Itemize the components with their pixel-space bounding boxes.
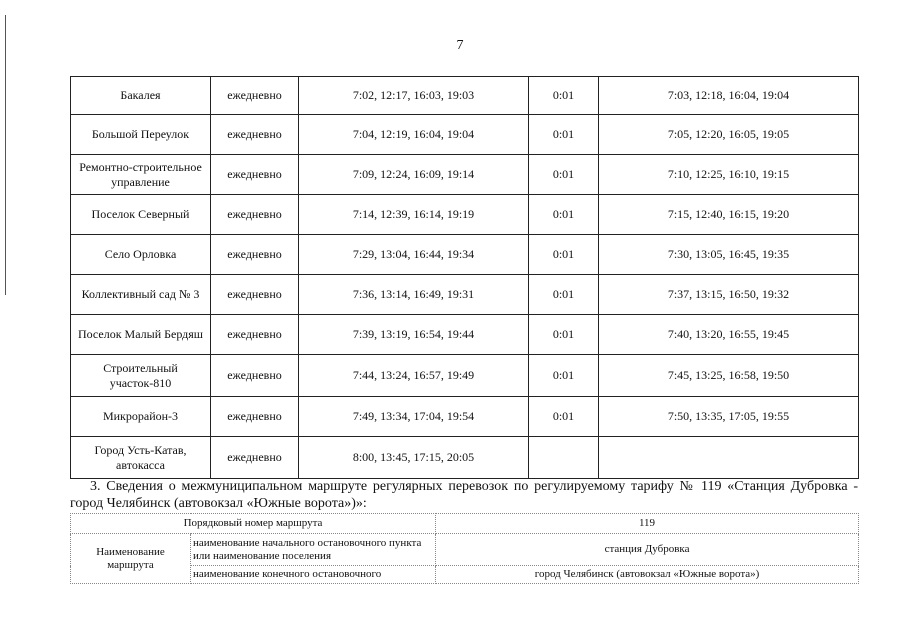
route-start-row xyxy=(71,534,859,566)
departure-times-cell: 7:15, 12:40, 16:15, 19:20 xyxy=(599,195,859,235)
arrival-times-cell: 7:14, 12:39, 16:14, 19:19 xyxy=(299,195,529,235)
departure-times-cell: 7:50, 13:35, 17:05, 19:55 xyxy=(599,397,859,437)
table-row xyxy=(71,115,859,155)
stop-name-cell: Город Усть-Катав, автокасса xyxy=(71,437,211,479)
stop-name-cell: Ремонтно-строительное управление xyxy=(71,155,211,195)
days-cell: ежедневно xyxy=(211,315,299,355)
arrival-times-cell: 7:49, 13:34, 17:04, 19:54 xyxy=(299,397,529,437)
days-cell: ежедневно xyxy=(211,77,299,115)
days-cell: ежедневно xyxy=(211,437,299,479)
departure-times-cell: 7:03, 12:18, 16:04, 19:04 xyxy=(599,77,859,115)
table-row xyxy=(71,155,859,195)
stop-name-cell: Строительный участок-810 xyxy=(71,355,211,397)
dwell-time-cell: 0:01 xyxy=(529,355,599,397)
dwell-time-cell: 0:01 xyxy=(529,115,599,155)
departure-times-cell: 7:10, 12:25, 16:10, 19:15 xyxy=(599,155,859,195)
page-number: 7 xyxy=(456,38,464,53)
dwell-time-cell: 0:01 xyxy=(529,77,599,115)
departure-times-cell: 7:45, 13:25, 16:58, 19:50 xyxy=(599,355,859,397)
stop-name-cell: Микрорайон-3 xyxy=(71,397,211,437)
route-number-label: Порядковый номер маршрута xyxy=(71,514,436,534)
route-start-value: станция Дубровка xyxy=(436,534,859,566)
days-cell: ежедневно xyxy=(211,275,299,315)
route-info-table xyxy=(70,513,859,584)
days-cell: ежедневно xyxy=(211,155,299,195)
departure-times-cell: 7:40, 13:20, 16:55, 19:45 xyxy=(599,315,859,355)
table-row xyxy=(71,275,859,315)
dwell-time-cell xyxy=(529,437,599,479)
stop-name-cell: Поселок Малый Бердяш xyxy=(71,315,211,355)
days-cell: ежедневно xyxy=(211,397,299,437)
table-row xyxy=(71,437,859,479)
dwell-time-cell: 0:01 xyxy=(529,235,599,275)
route-end-label: наименование конечного остановочного xyxy=(191,566,436,584)
departure-times-cell xyxy=(599,437,859,479)
arrival-times-cell: 7:02, 12:17, 16:03, 19:03 xyxy=(299,77,529,115)
arrival-times-cell: 7:04, 12:19, 16:04, 19:04 xyxy=(299,115,529,155)
arrival-times-cell: 7:44, 13:24, 16:57, 19:49 xyxy=(299,355,529,397)
departure-times-cell: 7:37, 13:15, 16:50, 19:32 xyxy=(599,275,859,315)
table-row xyxy=(71,315,859,355)
days-cell: ежедневно xyxy=(211,115,299,155)
dwell-time-cell: 0:01 xyxy=(529,315,599,355)
dwell-time-cell: 0:01 xyxy=(529,155,599,195)
dwell-time-cell: 0:01 xyxy=(529,275,599,315)
arrival-times-cell: 8:00, 13:45, 17:15, 20:05 xyxy=(299,437,529,479)
stop-name-cell: Бакалея xyxy=(71,77,211,115)
stop-name-cell: Село Орловка xyxy=(71,235,211,275)
arrival-times-cell: 7:29, 13:04, 16:44, 19:34 xyxy=(299,235,529,275)
dwell-time-cell: 0:01 xyxy=(529,195,599,235)
table-row xyxy=(71,397,859,437)
arrival-times-cell: 7:36, 13:14, 16:49, 19:31 xyxy=(299,275,529,315)
days-cell: ежедневно xyxy=(211,235,299,275)
margin-rule xyxy=(5,15,6,295)
dwell-time-cell: 0:01 xyxy=(529,397,599,437)
route-number-value: 119 xyxy=(436,514,859,534)
arrival-times-cell: 7:09, 12:24, 16:09, 19:14 xyxy=(299,155,529,195)
departure-times-cell: 7:30, 13:05, 16:45, 19:35 xyxy=(599,235,859,275)
route-number-row xyxy=(71,514,859,534)
departure-times-cell: 7:05, 12:20, 16:05, 19:05 xyxy=(599,115,859,155)
table-row xyxy=(71,195,859,235)
table-row xyxy=(71,77,859,115)
arrival-times-cell: 7:39, 13:19, 16:54, 19:44 xyxy=(299,315,529,355)
table-row xyxy=(71,355,859,397)
stop-name-cell: Поселок Северный xyxy=(71,195,211,235)
stop-name-cell: Коллективный сад № 3 xyxy=(71,275,211,315)
schedule-table xyxy=(70,76,859,479)
section-heading: 3. Сведения о межмуниципальном маршруте регулярных перевозок по регулируемому тарифу № 119 «Станция Дубровка - город Челябинск (автовокзал «Южные ворота»)»: xyxy=(70,479,858,511)
days-cell: ежедневно xyxy=(211,355,299,397)
table-row xyxy=(71,235,859,275)
stop-name-cell: Большой Переулок xyxy=(71,115,211,155)
route-start-label: наименование начального остановочного пункта или наименование поселения xyxy=(191,534,436,566)
route-end-value: город Челябинск (автовокзал «Южные ворота») xyxy=(436,566,859,584)
days-cell: ежедневно xyxy=(211,195,299,235)
route-name-label: Наименование маршрута xyxy=(71,534,191,584)
